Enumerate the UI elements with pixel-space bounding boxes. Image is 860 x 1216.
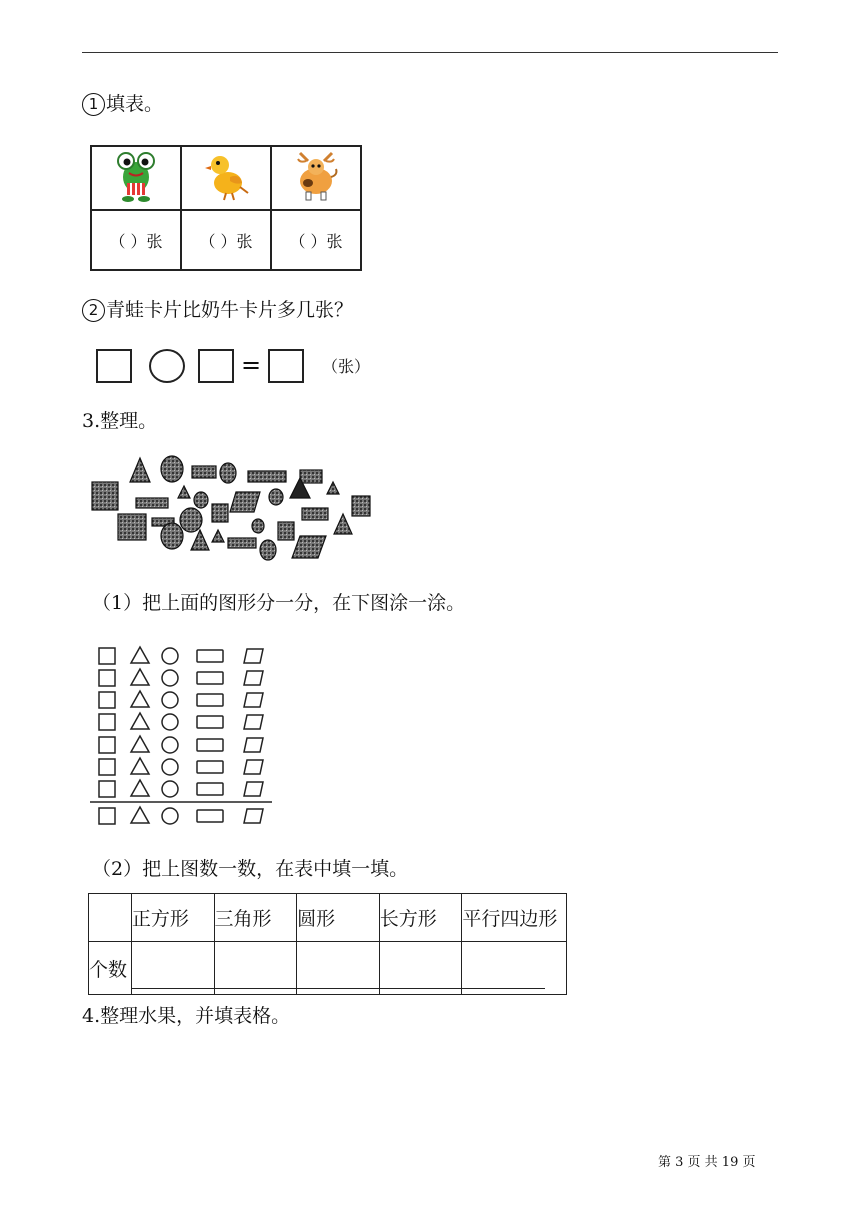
circled-number-2: 2 bbox=[82, 299, 105, 322]
step1-text: 填表。 bbox=[106, 93, 164, 115]
operator-circle[interactable] bbox=[149, 349, 185, 383]
cow-icon bbox=[286, 147, 346, 205]
equation-answer-box[interactable] bbox=[268, 349, 304, 383]
shape-count-table bbox=[88, 893, 567, 995]
row-label: 个数 bbox=[89, 942, 132, 995]
header-rule bbox=[82, 52, 778, 53]
coloring-grid[interactable] bbox=[90, 647, 272, 824]
chick-icon bbox=[196, 147, 256, 205]
q3-part1: （1）把上面的图形分一分，在下图涂一涂。 bbox=[92, 592, 466, 614]
equation-box-1[interactable] bbox=[96, 349, 132, 383]
equation-row bbox=[96, 345, 396, 385]
table-header-cell: 圆形 bbox=[297, 894, 380, 942]
equation-box-2[interactable] bbox=[198, 349, 234, 383]
equals-sign: = bbox=[241, 351, 262, 379]
step2-text: 青蛙卡片比奶牛卡片多几张？ bbox=[106, 299, 354, 321]
frog-icon bbox=[106, 147, 166, 205]
table-corner-cell bbox=[89, 894, 132, 942]
count-blank[interactable] bbox=[297, 942, 380, 995]
scattered-shapes-image bbox=[88, 452, 376, 564]
count-blank[interactable] bbox=[214, 942, 297, 995]
count-blank[interactable] bbox=[379, 942, 462, 995]
shape-coloring-chart bbox=[88, 640, 278, 836]
step1-heading bbox=[82, 92, 163, 116]
page-footer: 第 3 页 共 19 页 bbox=[658, 1155, 756, 1170]
circled-number-1: 1 bbox=[82, 93, 105, 116]
table-header-cell: 长方形 bbox=[379, 894, 462, 942]
cow-count-cell[interactable]: （ ）张 bbox=[271, 210, 361, 270]
chick-cell bbox=[181, 146, 271, 210]
step2-heading bbox=[82, 298, 353, 322]
equation-unit: （张） bbox=[322, 357, 371, 376]
frog-count-cell[interactable]: （ ）张 bbox=[91, 210, 181, 270]
q4-title: 4.整理水果，并填表格。 bbox=[82, 1005, 291, 1027]
frog-cell bbox=[91, 146, 181, 210]
chick-count-cell[interactable]: （ ）张 bbox=[181, 210, 271, 270]
count-blank[interactable] bbox=[131, 942, 214, 995]
cow-cell bbox=[271, 146, 361, 210]
table-header-cell: 平行四边形 bbox=[462, 894, 567, 942]
q3-part2: （2）把上图数一数，在表中填一填。 bbox=[92, 858, 409, 880]
table-header-cell: 三角形 bbox=[214, 894, 297, 942]
count-blank[interactable] bbox=[462, 942, 567, 995]
table-count-row bbox=[89, 942, 567, 995]
table-header-cell: 正方形 bbox=[131, 894, 214, 942]
table-header-row bbox=[89, 894, 567, 942]
animal-card-table bbox=[90, 145, 362, 271]
q3-title: 3.整理。 bbox=[82, 410, 158, 432]
